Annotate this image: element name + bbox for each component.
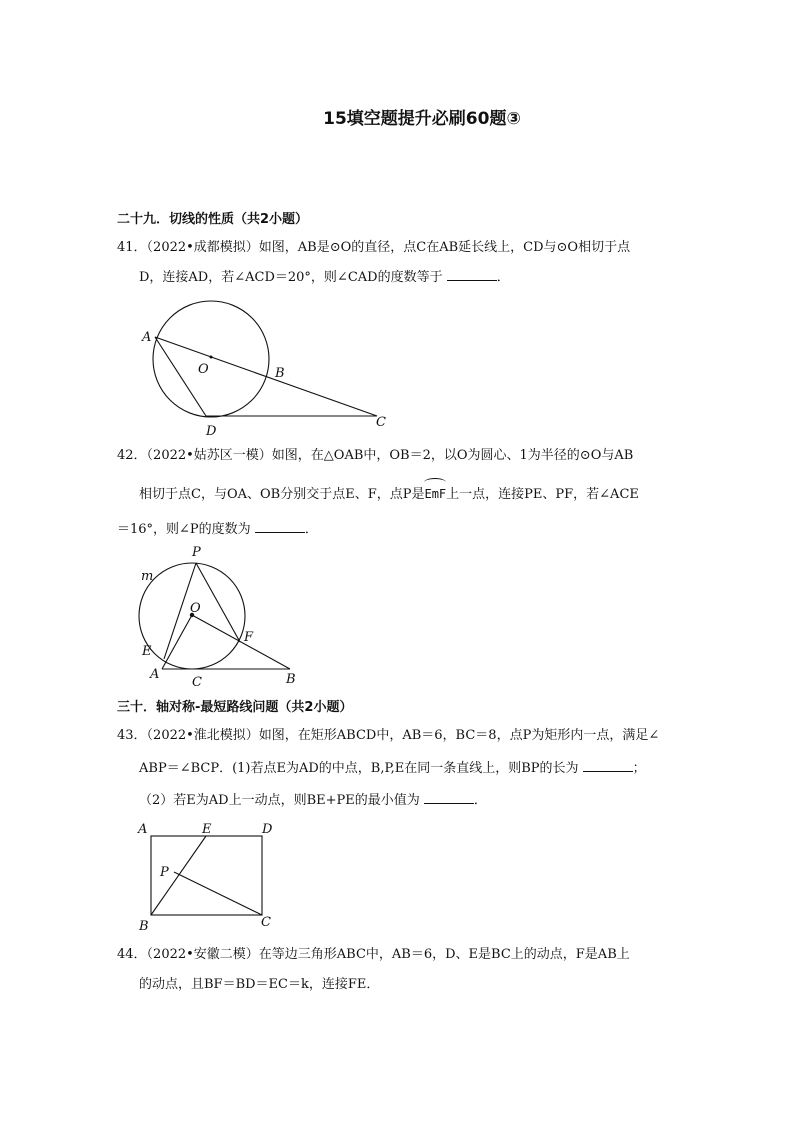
figure-43-rectangle (130, 820, 290, 935)
label-d: D (262, 822, 273, 837)
problem-42-line2 (139, 484, 709, 505)
label-c: C (261, 915, 271, 930)
label-p: P (192, 545, 201, 560)
label-c: C (376, 415, 386, 430)
arc-mark (424, 478, 446, 487)
label-c: C (192, 675, 202, 690)
problem-43-line3 (139, 791, 709, 811)
figure-42-triangle-circle (130, 545, 310, 690)
label-b: B (286, 672, 296, 687)
problem-42-line1: 42．（2022•姑苏区一模）如图，在△OAB中，OB＝2，以O为圆心、1为半径的⊙O与AB (117, 448, 634, 463)
section-heading-29: 二十九．切线的性质（共2小题） (117, 212, 309, 227)
label-a: A (138, 822, 148, 837)
problem-44-line1: 44．（2022•安徽二模）在等边三角形ABC中，AB＝6，D、E是BC上的动点，F是AB上 (117, 947, 630, 962)
arc-emf: EmF (424, 484, 446, 504)
line-p-c (174, 872, 262, 915)
answer-blank-43-2[interactable] (424, 791, 474, 804)
problem-42-text-c: ＝16°，则∠P的度数为 (117, 522, 251, 537)
problem-43-line2 (139, 759, 709, 779)
problem-42-text-b: 上一点，连接PE、PF，若∠ACE (446, 487, 639, 502)
problem-41-line2 (139, 268, 709, 288)
line-p-f (196, 563, 240, 642)
problem-42-line3 (117, 520, 687, 540)
circle-o (153, 301, 269, 417)
label-b: B (139, 919, 149, 934)
problem-41-line1: 41．（2022•成都模拟）如图，AB是⊙O的直径，点C在AB延长线上，CD与⊙O相切于点 (117, 240, 631, 255)
problem-43-line1: 43．（2022•淮北模拟）如图，在矩形ABCD中，AB＝6，BC＝8，点P为矩形内一点，满足∠ (117, 728, 660, 743)
label-b: B (275, 366, 285, 381)
problem-43-semicolon: ； (632, 761, 646, 776)
problem-44-line2: 的动点，且BF＝BD＝EC＝k，连接FE． (139, 977, 380, 992)
line-a-c (155, 337, 377, 416)
section-heading-30: 三十．轴对称-最短路线问题（共2小题） (117, 700, 353, 715)
problem-42-period: ． (304, 522, 318, 537)
line-a-o (162, 615, 192, 669)
problem-41-period: ． (496, 270, 510, 285)
problem-42-text-a: 相切于点C，与OA、OB分别交于点E、F，点P是 (139, 487, 425, 502)
problem-43-text-2: （2）若E为AD上一动点，则BE+PE的最小值为 (139, 793, 420, 808)
answer-blank-43-1[interactable] (583, 759, 633, 772)
answer-blank-42[interactable] (255, 520, 305, 533)
figure-41-circle-tangent (130, 295, 410, 440)
line-o-b (192, 615, 290, 669)
page-title: 15填空题提升必刷60题③ (323, 109, 521, 129)
label-o: O (190, 601, 201, 616)
problem-41-text: D，连接AD，若∠ACD＝20°，则∠CAD的度数等于 (139, 270, 443, 285)
label-a: A (150, 667, 160, 682)
center-point-o (210, 356, 213, 359)
label-a: A (142, 330, 152, 345)
label-m: m (141, 569, 154, 584)
label-e: E (142, 644, 152, 659)
label-o: O (198, 362, 209, 377)
label-d: D (206, 424, 217, 439)
label-f: F (244, 630, 254, 645)
problem-43-period: ． (473, 793, 487, 808)
answer-blank-41[interactable] (447, 268, 497, 281)
problem-43-text: ABP＝∠BCP．(1)若点E为AD的中点，B,P,E在同一条直线上，则BP的长为 (139, 761, 579, 776)
label-e: E (202, 822, 212, 837)
label-p: P (160, 865, 169, 880)
